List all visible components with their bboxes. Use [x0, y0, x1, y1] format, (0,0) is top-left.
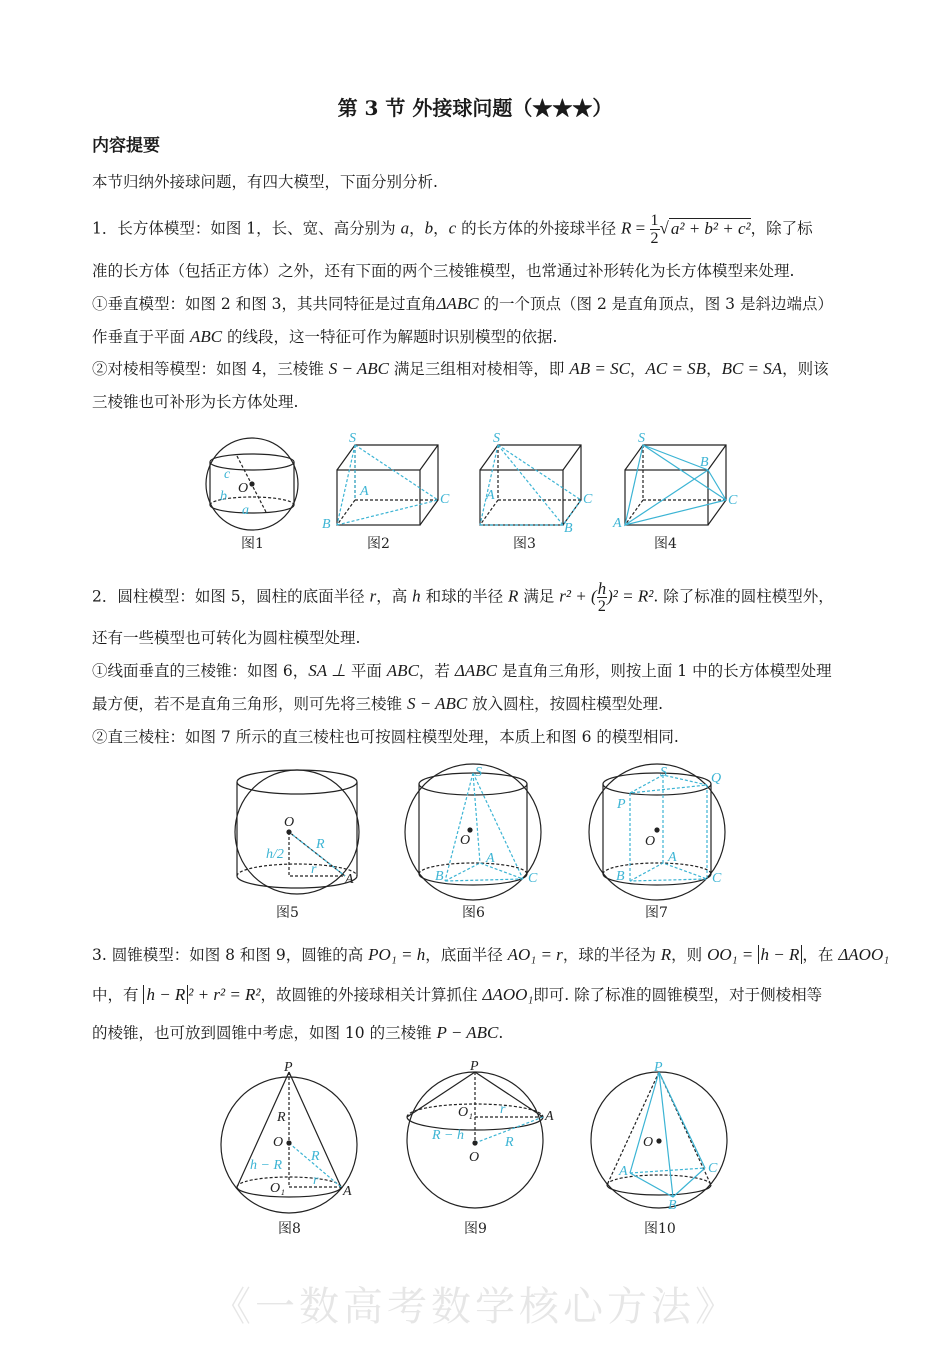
svg-text:S: S: [638, 431, 645, 446]
figure-5: [235, 770, 359, 921]
svg-text:图5: 图5: [276, 905, 299, 921]
page-title: 第 3 节 外接球问题（★★★）: [337, 96, 613, 120]
svg-text:图3: 图3: [513, 536, 536, 552]
p2-line3: ①线面垂直的三棱锥：如图 6，SA ⊥ 平面 ABC，若 ΔABC 是直角三角形，则按上面 1 中的长方体模型处理: [92, 661, 832, 680]
svg-text:图9: 图9: [464, 1221, 487, 1237]
svg-text:A: A: [343, 1184, 352, 1199]
svg-text:c: c: [224, 467, 231, 482]
p1-line1: 1．长方体模型：如图 1，长、宽、高分别为 a，b，c 的长方体的外接球半径 R = $\frac{1}{2}$ √ a² + b² + c²，除了标: [92, 212, 813, 247]
figure-7: [589, 764, 725, 921]
svg-text:O: O: [643, 1135, 654, 1150]
svg-text:O₁: O₁: [458, 1105, 473, 1120]
figure-6: [405, 764, 541, 921]
svg-text:r: r: [311, 862, 317, 877]
svg-text:h − R: h − R: [250, 1158, 282, 1173]
svg-text:图4: 图4: [654, 536, 677, 552]
p2-line4: 最方便，若不是直角三角形，则可先将三棱锥 S − ABC 放入圆柱，按圆柱模型处理.: [92, 694, 664, 713]
svg-text:S: S: [493, 431, 500, 446]
svg-text:O₁: O₁: [270, 1181, 285, 1196]
svg-text:P: P: [654, 1060, 663, 1075]
svg-text:图10: 图10: [644, 1221, 676, 1237]
svg-text:R: R: [316, 837, 325, 852]
svg-text:图8: 图8: [278, 1221, 301, 1237]
p3-line1: 3. 圆锥模型：如图 8 和图 9，圆锥的高 PO₁ = h，底面半径 AO₁ = r，球的半径为 R，则 OO₁ = h − R ，在 ΔAOO₁: [92, 945, 890, 964]
svg-text:P: P: [284, 1060, 293, 1075]
svg-text:C: C: [528, 871, 538, 886]
svg-text:h/2: h/2: [266, 847, 284, 862]
svg-text:r: r: [500, 1102, 506, 1117]
svg-text:A: A: [486, 851, 495, 866]
p1-line5: ②对棱相等模型：如图 4，三棱锥 S − ABC 满足三组相对棱相等，即 AB = SC，AC = SB，BC = SA，则该: [92, 359, 829, 378]
svg-text:A: A: [613, 516, 622, 531]
svg-text:B: B: [435, 869, 444, 884]
figure-4: [612, 431, 738, 552]
svg-text:S: S: [475, 765, 482, 780]
svg-text:R: R: [277, 1110, 286, 1125]
figure-3: [480, 431, 593, 552]
svg-text:O: O: [460, 833, 471, 848]
figure-2: [322, 431, 450, 552]
svg-text:P: P: [470, 1059, 479, 1074]
p2-line1: 2．圆柱模型：如图 5，圆柱的底面半径 r，高 h 和球的半径 R 满足 r² + ( $\frac{h}{2}$ )² = R². 除了标准的圆柱模型外，: [92, 579, 834, 615]
svg-text:R − h: R − h: [432, 1128, 464, 1143]
svg-text:C: C: [583, 492, 593, 507]
svg-text:R: R: [311, 1149, 320, 1164]
svg-text:A: A: [486, 488, 495, 503]
section-heading: 内容提要: [92, 136, 160, 156]
svg-text:C: C: [712, 871, 722, 886]
p1-line6: 三棱锥也可补形为长方体处理.: [92, 393, 299, 411]
svg-text:B: B: [700, 455, 709, 470]
svg-text:Q: Q: [711, 771, 722, 786]
p2-line2: 还有一些模型也可转化为圆柱模型处理.: [92, 629, 361, 647]
svg-text:C: C: [440, 492, 450, 507]
svg-text:O: O: [645, 834, 656, 849]
svg-text:C: C: [708, 1161, 718, 1176]
svg-text:A: A: [545, 1109, 554, 1124]
svg-text:R: R: [505, 1135, 514, 1150]
svg-text:O: O: [238, 481, 249, 496]
svg-text:A: A: [360, 484, 369, 499]
svg-text:B: B: [564, 521, 573, 536]
svg-text:S: S: [349, 431, 356, 446]
figure-1: [206, 438, 298, 552]
svg-text:图6: 图6: [462, 905, 485, 921]
svg-text:B: B: [668, 1198, 677, 1213]
svg-text:O: O: [273, 1135, 284, 1150]
svg-text:a: a: [242, 503, 249, 518]
fraction: $\frac{1}{2}$: [650, 212, 659, 247]
svg-text:O: O: [469, 1150, 480, 1165]
intro-text: 本节归纳外接球问题，有四大模型，下面分别分析.: [92, 173, 438, 191]
svg-text:图2: 图2: [367, 536, 390, 552]
svg-text:B: B: [322, 517, 331, 532]
p2-line5: ②直三棱柱：如图 7 所示的直三棱柱也可按圆柱模型处理，本质上和图 6 的模型相同.: [92, 728, 679, 746]
svg-text:S: S: [660, 765, 667, 780]
p1-line4: 作垂直于平面 ABC 的线段，这一特征可作为解题时识别模型的依据.: [92, 327, 558, 346]
svg-text:P: P: [617, 797, 626, 812]
watermark: 《一数高考数学核心方法》: [211, 1284, 739, 1330]
svg-text:图7: 图7: [645, 905, 668, 921]
svg-text:图1: 图1: [241, 536, 264, 552]
svg-text:r: r: [313, 1173, 319, 1188]
p3-line3: 的棱锥，也可放到圆锥中考虑，如图 10 的三棱锥 P − ABC.: [92, 1023, 504, 1042]
figure-8: [221, 1060, 357, 1237]
svg-text:C: C: [728, 493, 738, 508]
svg-text:A: A: [668, 850, 677, 865]
svg-text:A: A: [345, 872, 354, 887]
figure-9: [407, 1059, 554, 1237]
figure-10: [591, 1060, 727, 1237]
svg-text:B: B: [616, 869, 625, 884]
svg-text:O: O: [284, 815, 295, 830]
svg-text:A: A: [619, 1164, 628, 1179]
p1-line3: ①垂直模型：如图 2 和图 3，其共同特征是过直角ΔABC 的一个顶点（图 2 是直角顶点，图 3 是斜边端点）: [92, 294, 833, 313]
svg-text:b: b: [220, 489, 227, 504]
p1-line2: 准的长方体（包括正方体）之外，还有下面的两个三棱锥模型，也常通过补形转化为长方体模型来处理.: [92, 262, 795, 280]
p3-line2: 中，有 h − R ² + r² = R²，故圆锥的外接球相关计算抓住 ΔAOO₁即可. 除了标准的圆锥模型，对于侧棱相等: [92, 985, 823, 1004]
